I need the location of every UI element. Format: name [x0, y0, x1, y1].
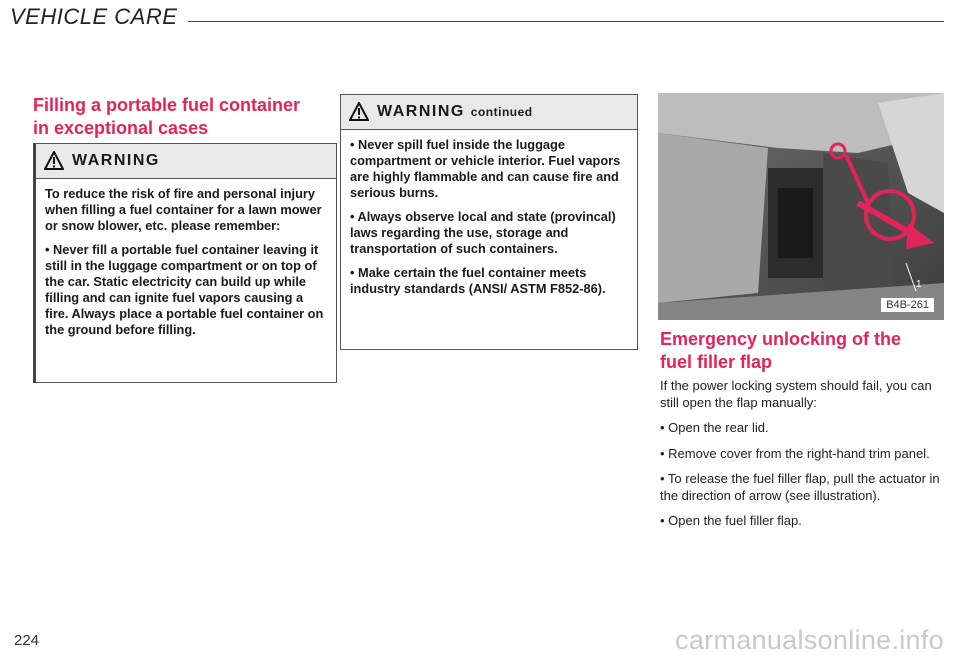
warning-paragraph: • Make certain the fuel container meets industry standards (ANSI/ ASTM F852-86). — [350, 265, 606, 296]
instruction-step: • Remove cover from the right-hand trim panel. — [660, 445, 930, 461]
warning-triangle-icon — [44, 151, 64, 170]
luggage-compartment-photo — [658, 93, 944, 320]
warning-label — [377, 103, 533, 121]
warning-paragraph: • Never spill fuel inside the luggage compartment or vehicle interior. Fuel vapors are highly flammable and can cause fire and serious burns. — [350, 137, 621, 200]
warning-paragraph: • Never fill a portable fuel container leaving it still in the luggage compartment or on top of the car. Static electricity can build up while filling and can ignite fuel vapors causing a fire. Always place a portable fuel container on the ground before filling. — [45, 242, 324, 337]
section-heading-emergency-unlocking — [660, 328, 950, 374]
page-number: 224 — [14, 632, 40, 649]
heading-line-2: fuel filler flap — [660, 352, 773, 372]
watermark: carmanualsonline.info — [675, 625, 944, 655]
warning-box — [33, 143, 337, 383]
warning-header — [341, 95, 637, 130]
emergency-unlocking-instructions — [660, 378, 948, 539]
instruction-step: • Open the fuel filler flap. — [660, 513, 802, 528]
warning-continued-label: continued — [470, 105, 533, 119]
heading-line-1: Emergency unlocking of the — [660, 329, 902, 349]
heading-line-2: in exceptional cases — [33, 118, 209, 138]
section-title: VEHICLE CARE — [10, 4, 178, 29]
figure-callout: 1 — [916, 279, 922, 290]
heading-line-1: Filling a portable fuel container — [33, 95, 301, 115]
section-heading-portable-fuel — [33, 94, 333, 140]
figure-code: B4B-261 — [881, 298, 934, 312]
warning-paragraph: To reduce the risk of fire and personal injury when filling a fuel container for a lawn mower or snow blower, etc. please remember: — [45, 186, 322, 233]
warning-header — [36, 144, 336, 179]
intro-text: If the power locking system should fail, you can still open the flap manually: — [660, 378, 932, 410]
instruction-step: • To release the fuel filler flap, pull the actuator in the direction of arrow (see illustration). — [660, 471, 940, 503]
warning-triangle-icon — [349, 102, 369, 121]
instruction-step: • Open the rear lid. — [660, 420, 769, 435]
warning-paragraph: • Always observe local and state (provincal) laws regarding the use, storage and transportation of such containers. — [350, 209, 616, 256]
header-rule — [188, 21, 944, 22]
warning-label-text: WARNING — [377, 103, 465, 120]
warning-body — [36, 179, 336, 347]
photo-illustration — [658, 93, 944, 320]
warning-continued-box — [340, 94, 638, 350]
warning-body — [341, 130, 637, 306]
warning-label: WARNING — [72, 152, 160, 169]
